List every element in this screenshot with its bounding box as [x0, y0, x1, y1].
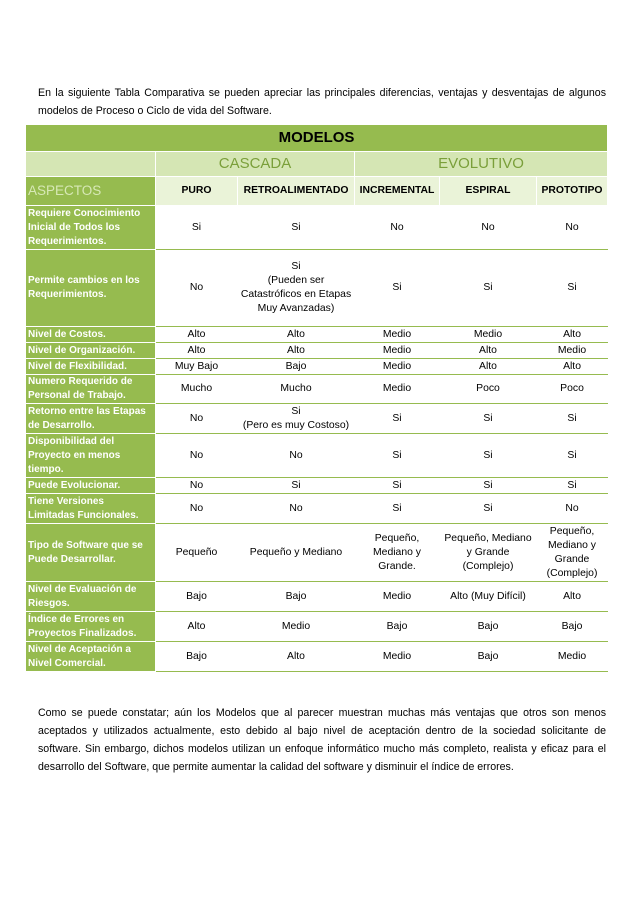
- value-cell: Medio: [238, 612, 355, 642]
- value-cell: No: [537, 206, 608, 250]
- table-row: [26, 642, 608, 672]
- value-cell: No: [537, 494, 608, 524]
- value-cell: Alto: [238, 642, 355, 672]
- value-cell: Medio: [355, 375, 440, 404]
- value-cell: Pequeño, Mediano y Grande (Complejo): [440, 524, 537, 582]
- value-cell: Si: [537, 478, 608, 494]
- value-cell: No: [238, 434, 355, 478]
- value-cell: Bajo: [238, 582, 355, 612]
- column-header: PROTOTIPO: [537, 177, 608, 206]
- aspect-cell: Puede Evolucionar.: [26, 478, 156, 494]
- value-cell: Pequeño, Mediano y Grande.: [355, 524, 440, 582]
- table-title: MODELOS: [26, 125, 608, 152]
- table-row: [26, 434, 608, 478]
- value-cell: No: [238, 494, 355, 524]
- value-cell: Si: [440, 404, 537, 434]
- aspect-cell: Tiene Versiones Limitadas Funcionales.: [26, 494, 156, 524]
- aspect-cell: Permite cambios en los Requerimientos.: [26, 250, 156, 327]
- value-cell: Si: [440, 494, 537, 524]
- value-cell: No: [156, 404, 238, 434]
- value-cell: Alto (Muy Difícil): [440, 582, 537, 612]
- value-cell: Medio: [440, 327, 537, 343]
- column-header: ESPIRAL: [440, 177, 537, 206]
- value-cell: Si: [355, 250, 440, 327]
- value-cell: Alto: [238, 327, 355, 343]
- value-cell: Poco: [440, 375, 537, 404]
- conclusion-paragraph: Como se puede constatar; aún los Modelos que al parecer muestran muchas más ventajas que otros son menos aceptados y utilizados actualmente, esto debido al bajo nivel de aceptación dentro de la sociedad solicitante de software. Sin embargo, dichos modelos utilizan un enfoque informático mucho más completo, realista y eficaz para el desarrollo del Software, que permite aumentar la calidad del software y disminuir el índice de errores.: [38, 706, 606, 773]
- aspect-cell: Nivel de Aceptación a Nivel Comercial.: [26, 642, 156, 672]
- column-header: RETROALIMENTADO: [238, 177, 355, 206]
- value-cell: Alto: [156, 327, 238, 343]
- value-cell: Medio: [355, 582, 440, 612]
- value-cell: Poco: [537, 375, 608, 404]
- value-cell: Alto: [156, 343, 238, 359]
- value-cell: No: [156, 478, 238, 494]
- table-row: [26, 612, 608, 642]
- table-row: [26, 206, 608, 250]
- value-cell: Bajo: [537, 612, 608, 642]
- table-row: [26, 404, 608, 434]
- aspect-cell: Numero Requerido de Personal de Trabajo.: [26, 375, 156, 404]
- value-cell: Alto: [238, 343, 355, 359]
- value-cell: Si: [355, 404, 440, 434]
- value-cell: Medio: [355, 343, 440, 359]
- table-body: [26, 206, 608, 672]
- aspect-cell: Índice de Errores en Proyectos Finalizados.: [26, 612, 156, 642]
- aspects-header: ASPECTOS: [26, 177, 156, 206]
- aspect-cell: Nivel de Evaluación de Riesgos.: [26, 582, 156, 612]
- value-cell: Bajo: [440, 612, 537, 642]
- value-cell: Si: [537, 434, 608, 478]
- comparison-table: [25, 124, 608, 672]
- value-cell: Si: [440, 434, 537, 478]
- intro-paragraph: En la siguiente Tabla Comparativa se pueden apreciar las principales diferencias, ventajas y desventajas de algunos modelos de Proceso o Ciclo de vida del Software.: [38, 86, 606, 117]
- value-cell: Si (Pueden ser Catastróficos en Etapas Muy Avanzadas): [238, 250, 355, 327]
- value-cell: Si: [355, 434, 440, 478]
- value-cell: Alto: [440, 343, 537, 359]
- table-row: [26, 582, 608, 612]
- table-row: [26, 494, 608, 524]
- value-cell: No: [156, 434, 238, 478]
- value-cell: Alto: [440, 359, 537, 375]
- table-row: [26, 524, 608, 582]
- value-cell: Pequeño, Mediano y Grande (Complejo): [537, 524, 608, 582]
- value-cell: Si: [238, 478, 355, 494]
- value-cell: No: [440, 206, 537, 250]
- aspect-cell: Tipo de Software que se Puede Desarrollar.: [26, 524, 156, 582]
- value-cell: Si (Pero es muy Costoso): [238, 404, 355, 434]
- value-cell: No: [156, 494, 238, 524]
- value-cell: Mucho: [238, 375, 355, 404]
- value-cell: No: [156, 250, 238, 327]
- value-cell: Si: [238, 206, 355, 250]
- table-group-row: [26, 152, 608, 177]
- aspect-cell: Nivel de Organización.: [26, 343, 156, 359]
- value-cell: Alto: [537, 327, 608, 343]
- column-header: INCREMENTAL: [355, 177, 440, 206]
- aspect-cell: Nivel de Flexibilidad.: [26, 359, 156, 375]
- column-header: PURO: [156, 177, 238, 206]
- table-row: [26, 375, 608, 404]
- value-cell: Si: [440, 478, 537, 494]
- value-cell: Medio: [537, 343, 608, 359]
- table-row: [26, 478, 608, 494]
- value-cell: Muy Bajo: [156, 359, 238, 375]
- value-cell: Si: [537, 250, 608, 327]
- aspect-cell: Retorno entre las Etapas de Desarrollo.: [26, 404, 156, 434]
- value-cell: Pequeño y Mediano: [238, 524, 355, 582]
- value-cell: Alto: [156, 612, 238, 642]
- table-title-row: [26, 125, 608, 152]
- value-cell: Medio: [355, 359, 440, 375]
- value-cell: Bajo: [156, 582, 238, 612]
- table-row: [26, 343, 608, 359]
- table-row: [26, 250, 608, 327]
- value-cell: Medio: [355, 642, 440, 672]
- value-cell: Alto: [537, 582, 608, 612]
- table-row: [26, 359, 608, 375]
- value-cell: Medio: [355, 327, 440, 343]
- value-cell: Pequeño: [156, 524, 238, 582]
- aspect-cell: Requiere Conocimiento Inicial de Todos los Requerimientos.: [26, 206, 156, 250]
- value-cell: Si: [440, 250, 537, 327]
- value-cell: Bajo: [238, 359, 355, 375]
- group-evolutivo: EVOLUTIVO: [355, 152, 608, 177]
- value-cell: Bajo: [355, 612, 440, 642]
- value-cell: Si: [355, 494, 440, 524]
- aspect-cell: Nivel de Costos.: [26, 327, 156, 343]
- value-cell: Si: [537, 404, 608, 434]
- group-cascada: CASCADA: [156, 152, 355, 177]
- aspect-cell: Disponibilidad del Proyecto en menos tiempo.: [26, 434, 156, 478]
- value-cell: Medio: [537, 642, 608, 672]
- value-cell: Mucho: [156, 375, 238, 404]
- table-row: [26, 327, 608, 343]
- value-cell: Si: [156, 206, 238, 250]
- table-header-row: [26, 177, 608, 206]
- value-cell: Si: [355, 478, 440, 494]
- group-blank-cell: [26, 152, 156, 177]
- value-cell: Alto: [537, 359, 608, 375]
- value-cell: Bajo: [156, 642, 238, 672]
- value-cell: Bajo: [440, 642, 537, 672]
- value-cell: No: [355, 206, 440, 250]
